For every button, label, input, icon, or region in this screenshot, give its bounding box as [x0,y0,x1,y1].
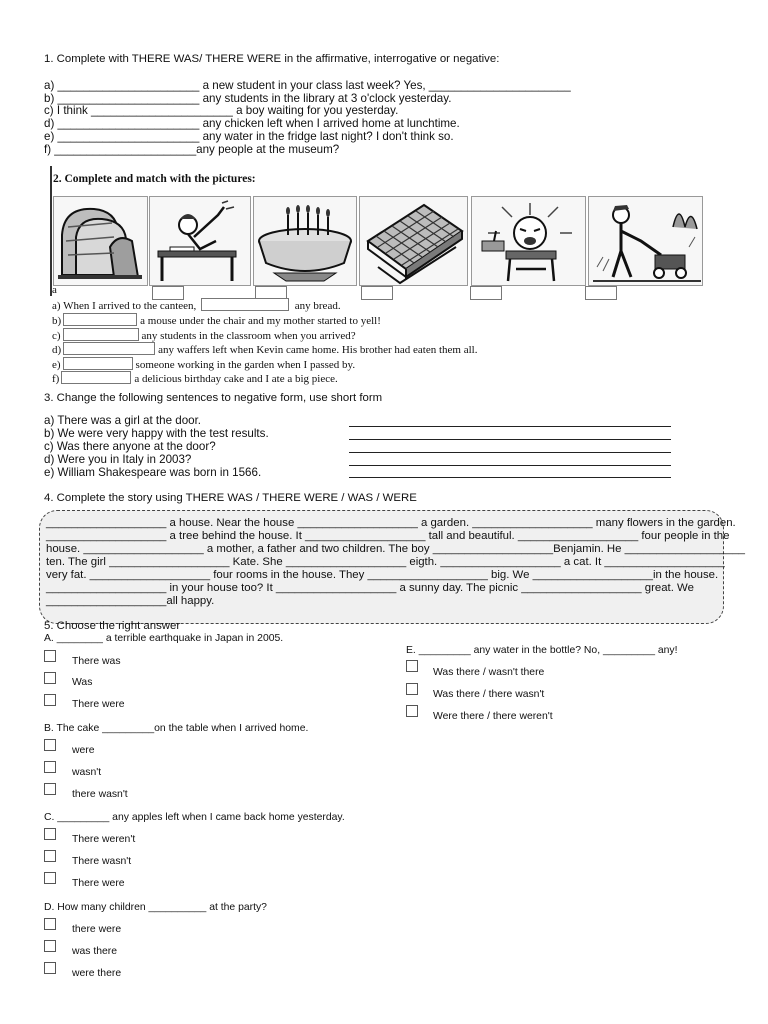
picture-waffles [359,196,468,286]
q5-b-option-3: there wasn't [72,789,128,800]
story-line-2: ___________________ a tree behind the house. It ___________________ tall and beautiful. ___________________ four people in the [46,530,730,542]
picture-birthday-cake [253,196,357,286]
picture-answer-box-4[interactable] [361,286,393,300]
q5-c-checkbox-2[interactable] [44,850,56,862]
q5-a-checkbox-1[interactable] [44,650,56,662]
cake-icon [254,197,356,285]
q2-item-c-after: any students in the classroom when you arrived? [141,330,356,342]
story-line-1: ___________________ a house. Near the house ___________________ a garden. ___________________ many flowers in the garden. [46,517,736,529]
q5-a-option-1: There was [72,656,121,667]
picture-gardener [588,196,703,286]
q5-b-option-2: wasn't [72,767,102,778]
q5-d-option-3: were there [72,968,122,979]
q2-item-b [52,313,381,329]
q5-b-checkbox-3[interactable] [44,783,56,795]
q2-letter-e: e) [52,359,61,371]
q1-item-f: f) ______________________any people at the museum? [44,143,340,156]
q3-answer-line-a[interactable] [349,426,671,427]
q5-e-checkbox-2[interactable] [406,683,418,695]
q5-d-checkbox-2[interactable] [44,940,56,952]
q1-item-a: a) ______________________ a new student in your class last week? Yes, ______________________ [44,79,571,92]
q2-heading: 2. Complete and match with the pictures: [53,173,256,185]
q5-d-option-2: was there [72,946,118,957]
stray-mark: a [52,284,57,296]
angry-man-cooking-icon [472,197,585,285]
q5-d-checkbox-1[interactable] [44,918,56,930]
q2-letter-b: b) [52,315,62,327]
q2-answer-box-c[interactable] [63,328,139,341]
boy-at-desk-icon [150,197,250,285]
q2-item-a [52,298,341,314]
q2-answer-box-d[interactable] [63,342,155,355]
picture-boy-yelling [149,196,251,286]
q5-c-checkbox-1[interactable] [44,828,56,840]
q2-item-a-after: any bread. [294,300,341,312]
q5-a-option-2: Was [72,677,93,688]
q5-d-option-1: there were [72,924,122,935]
q5-a-checkbox-2[interactable] [44,672,56,684]
q5-c-option-2: There wasn't [72,856,132,867]
q3-answer-line-e[interactable] [349,477,671,478]
q1-item-d: d) ______________________ any chicken left when I arrived home at lunchtime. [44,117,460,130]
q2-answer-box-b[interactable] [63,313,137,326]
q3-item-d: d) Were you in Italy in 2003? [44,453,192,466]
q5-e-option-1: Was there / wasn't there [433,667,545,678]
waffles-icon [360,197,467,285]
man-mowing-icon [589,197,702,285]
q3-item-c: c) Was there anyone at the door? [44,440,216,453]
q5-b-option-1: were [72,745,95,756]
q3-answer-line-d[interactable] [349,465,671,466]
q2-letter-d: d) [52,344,62,356]
q3-item-e: e) William Shakespeare was born in 1566. [44,466,262,479]
q1-item-c: c) I think ______________________ a boy waiting for you yesterday. [44,104,399,117]
q5-e-checkbox-3[interactable] [406,705,418,717]
q5-e-option-2: Was there / there wasn't [433,689,545,700]
q5-e-checkbox-1[interactable] [406,660,418,672]
picture-angry-cook [471,196,586,286]
q2-item-d-after: any waffers left when Kevin came home. His brother had eaten them all. [158,344,478,356]
story-line-7: ___________________all happy. [46,595,215,607]
q3-item-b: b) We were very happy with the test results. [44,427,269,440]
picture-answer-box-6[interactable] [585,286,617,300]
q1-item-b: b) ______________________ any students in the library at 3 o'clock yesterday. [44,92,452,105]
q3-heading: 3. Change the following sentences to negative form, use short form [44,392,383,404]
q2-answer-box-a[interactable] [201,298,289,311]
q2-item-d [52,342,477,358]
q3-answer-line-c[interactable] [349,452,671,453]
q5-c-checkbox-3[interactable] [44,872,56,884]
q5-heading: 5. Choose the right answer [44,620,181,632]
q2-item-a-before: When I arrived to the canteen, [63,300,197,312]
margin-rule [50,166,52,296]
q4-heading: 4. Complete the story using THERE WAS / THERE WERE / WAS / WERE [44,492,417,504]
q2-letter-a: a) [52,300,61,312]
story-line-3: house. ___________________ a mother, a father and two children. The boy ___________________Benjamin. He ___________________ [46,543,745,555]
picture-bread [53,196,148,286]
q5-b-checkbox-2[interactable] [44,761,56,773]
q2-item-e-after: someone working in the garden when I passed by. [135,359,356,371]
q5-question-c: C. _________ any apples left when I came back home yesterday. [44,812,345,823]
q5-question-d: D. How many children __________ at the party? [44,902,267,913]
picture-answer-box-5[interactable] [470,286,502,300]
story-line-5: very fat. ___________________ four rooms in the house. They ___________________ big. We ___________________in the house. [46,569,719,581]
q5-c-option-1: There weren't [72,834,136,845]
q1-heading: 1. Complete with THERE WAS/ THERE WERE in the affirmative, interrogative or negative: [44,53,500,65]
q1-item-e: e) ______________________ any water in the fridge last night? I don't think so. [44,130,454,143]
q2-answer-box-f[interactable] [61,371,131,384]
q5-b-checkbox-1[interactable] [44,739,56,751]
story-line-4: ten. The girl ___________________ Kate. She ___________________ eigth. ___________________ a cat. It ___________________ [46,556,725,568]
q5-d-checkbox-3[interactable] [44,962,56,974]
q2-letter-f: f) [52,373,60,385]
q5-c-option-3: There were [72,878,125,889]
q2-item-f [52,371,338,387]
q4-story-box [39,510,745,624]
q3-item-a: a) There was a girl at the door. [44,414,202,427]
q5-e-option-3: Were there / there weren't [433,711,553,722]
story-line-6: ___________________ in your house too? It ___________________ a sunny day. The picnic ___________________ great. We [46,582,694,594]
q5-a-checkbox-3[interactable] [44,694,56,706]
q5-a-option-3: There were [72,699,125,710]
q5-question-b: B. The cake _________on the table when I arrived home. [44,723,309,734]
bread-icon [54,197,147,285]
q5-question-e: E. _________ any water in the bottle? No, _________ any! [406,645,678,656]
q2-answer-box-e[interactable] [63,357,133,370]
q2-item-b-after: a mouse under the chair and my mother started to yell! [140,315,381,327]
q3-answer-line-b[interactable] [349,439,671,440]
q2-letter-c: c) [52,330,61,342]
q2-item-f-after: a delicious birthday cake and I ate a big piece. [134,373,338,385]
q5-question-a: A. ________ a terrible earthquake in Japan in 2005. [44,633,284,644]
